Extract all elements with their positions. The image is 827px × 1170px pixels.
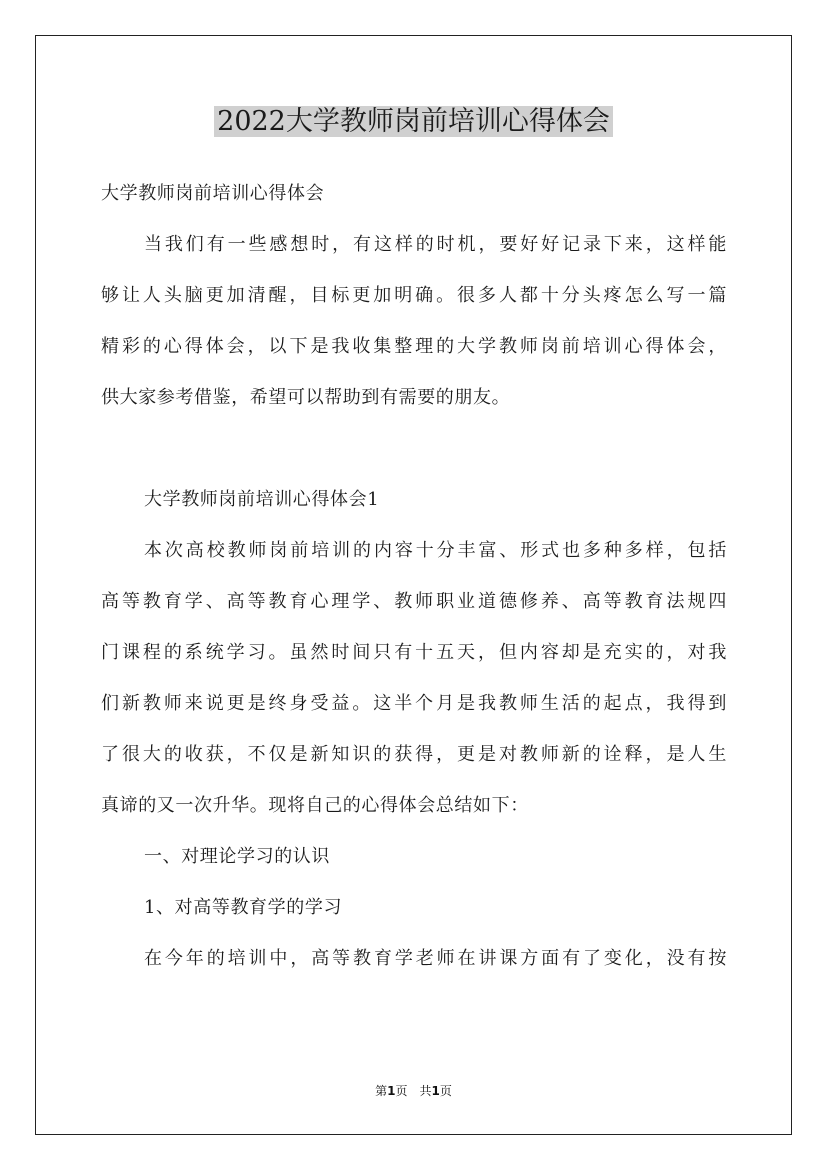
body-line: 在今年的培训中，高等教育学老师在讲课方面有了变化，没有按 xyxy=(144,948,727,969)
body-line: 高等教育学、高等教育心理学、教师职业道德修养、高等教育法规四 xyxy=(101,591,727,612)
document-subtitle: 大学教师岗前培训心得体会 xyxy=(101,183,325,204)
intro-line: 当我们有一些感想时，有这样的时机，要好好记录下来，这样能 xyxy=(144,234,727,255)
intro-line: 精彩的心得体会，以下是我收集整理的大学教师岗前培训心得体会， xyxy=(101,336,727,357)
footer-page-prefix: 第 xyxy=(375,1084,388,1098)
paragraph-gap xyxy=(101,427,727,478)
intro-line: 供大家参考借鉴，希望可以帮助到有需要的朋友。 xyxy=(101,387,511,408)
footer-page-current: 1 xyxy=(387,1084,396,1098)
footer-page-mid: 页 共 xyxy=(395,1084,432,1098)
body-line: 们新教师来说更是终身受益。这半个月是我教师生活的起点，我得到 xyxy=(101,693,727,714)
document-body xyxy=(101,172,727,988)
body-line: 门课程的系统学习。虽然时间只有十五天，但内容却是充实的，对我 xyxy=(101,642,727,663)
body-line: 真谛的又一次升华。现将自己的心得体会总结如下： xyxy=(101,795,529,816)
subpoint-heading: 1、对高等教育学的学习 xyxy=(144,897,343,918)
document-title-text: 2022大学教师岗前培训心得体会 xyxy=(214,106,613,137)
footer-page-suffix: 页 xyxy=(439,1084,452,1098)
section-heading: 大学教师岗前培训心得体会1 xyxy=(144,489,380,510)
body-line: 本次高校教师岗前培训的内容十分丰富、形式也多种多样，包括 xyxy=(144,540,727,561)
document-title xyxy=(0,100,827,144)
body-line: 了很大的收获，不仅是新知识的获得，更是对教师新的诠释，是人生 xyxy=(101,744,727,765)
page-footer xyxy=(0,1083,827,1099)
footer-page-total: 1 xyxy=(431,1084,440,1098)
intro-line: 够让人头脑更加清醒，目标更加明确。很多人都十分头疼怎么写一篇 xyxy=(101,285,727,306)
point-heading: 一、对理论学习的认识 xyxy=(144,846,330,867)
